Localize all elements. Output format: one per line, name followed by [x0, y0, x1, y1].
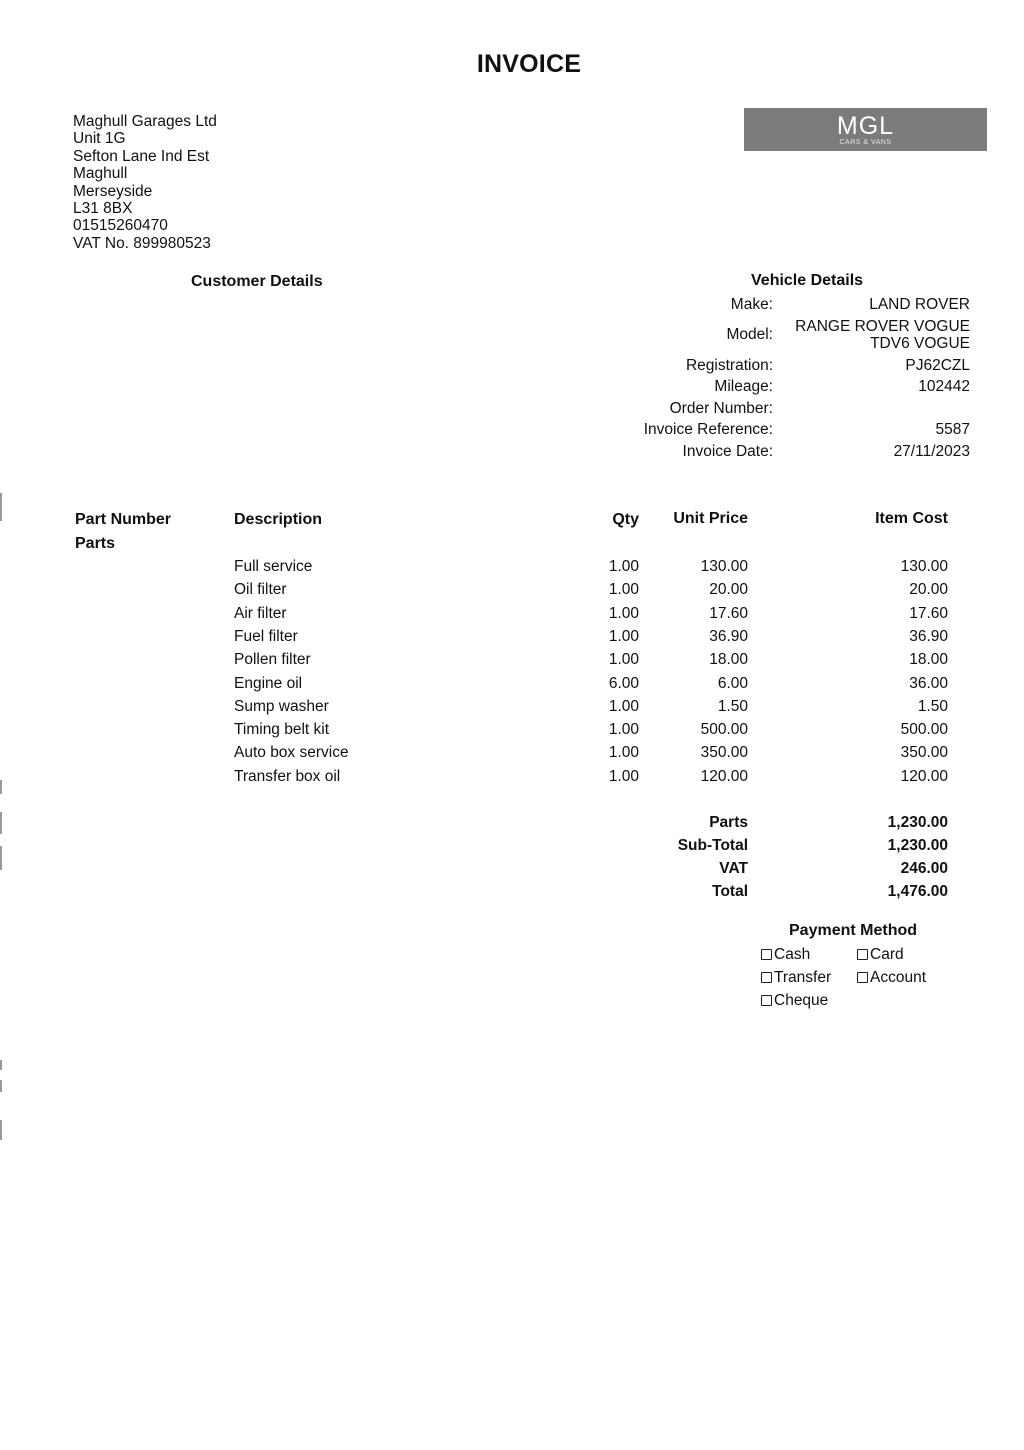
company-street: Sefton Lane Ind Est — [73, 147, 210, 165]
make-value: LAND ROVER — [869, 296, 970, 313]
company-vat-number: VAT No. 899980523 — [73, 234, 211, 252]
invoice-reference-value: 5587 — [935, 421, 970, 438]
subtotal-value: 1,230.00 — [887, 837, 948, 854]
company-county: Merseyside — [73, 182, 153, 200]
order-number-label: Order Number: — [669, 400, 773, 417]
parts-total-value: 1,230.00 — [887, 814, 948, 831]
parts-total-label: Parts — [709, 814, 748, 831]
logo-text: MGL — [836, 112, 895, 140]
payment-option-cheque[interactable] — [761, 992, 828, 1010]
company-logo — [744, 108, 987, 151]
payment-option-label: Account — [870, 969, 927, 986]
payment-option-label: Card — [870, 946, 904, 963]
row-qty: 6.00 — [608, 674, 639, 692]
registration-label: Registration: — [685, 357, 773, 374]
row-qty: 1.00 — [608, 627, 639, 645]
row-description: Fuel filter — [234, 627, 298, 645]
checkbox-icon[interactable] — [857, 949, 868, 960]
invoice-title: INVOICE — [476, 50, 582, 78]
company-name: Maghull Garages Ltd — [73, 113, 217, 130]
row-unit-price: 17.60 — [709, 604, 748, 622]
row-item-cost: 130.00 — [900, 558, 948, 575]
company-phone: 01515260470 — [73, 217, 168, 235]
model-line-2: TDV6 VOGUE — [870, 335, 970, 352]
row-qty: 1.00 — [608, 581, 639, 599]
row-description: Engine oil — [234, 674, 303, 692]
row-qty: 1.00 — [608, 767, 639, 785]
registration-value: PJ62CZL — [905, 357, 970, 374]
payment-method-heading: Payment Method — [789, 922, 918, 939]
row-qty: 1.00 — [608, 558, 639, 575]
row-unit-price: 500.00 — [700, 721, 748, 739]
invoice-date-value: 27/11/2023 — [893, 443, 970, 460]
row-description: Transfer box oil — [234, 767, 341, 785]
row-qty: 1.00 — [608, 651, 639, 669]
row-unit-price: 6.00 — [717, 674, 748, 692]
row-description: Air filter — [234, 604, 287, 622]
mileage-value: 102442 — [918, 378, 970, 395]
row-qty: 1.00 — [608, 697, 639, 715]
checkbox-icon[interactable] — [761, 972, 772, 983]
row-item-cost: 18.00 — [909, 651, 948, 669]
row-unit-price: 350.00 — [700, 744, 748, 762]
payment-option-label: Cheque — [774, 992, 829, 1009]
row-item-cost: 120.00 — [900, 767, 948, 785]
row-unit-price: 36.90 — [709, 627, 748, 645]
payment-option-card[interactable] — [857, 946, 904, 964]
company-address — [73, 113, 217, 252]
model-line-1: RANGE ROVER VOGUE — [795, 318, 970, 335]
unit-price-header: Unit Price — [673, 510, 748, 527]
row-unit-price: 20.00 — [709, 581, 748, 599]
payment-option-account[interactable] — [857, 969, 926, 987]
payment-option-transfer[interactable] — [761, 969, 831, 987]
customer-details-heading: Customer Details — [191, 273, 323, 290]
row-item-cost: 36.00 — [909, 674, 948, 692]
row-qty: 1.00 — [608, 604, 639, 622]
logo-tagline: CARS & VANS — [839, 139, 892, 146]
payment-option-label: Cash — [774, 946, 811, 963]
invoice-reference-label: Invoice Reference: — [643, 421, 773, 438]
vat-label: VAT — [719, 860, 748, 877]
vat-value: 246.00 — [900, 860, 948, 877]
company-unit: Unit 1G — [73, 130, 126, 148]
row-description: Full service — [234, 558, 313, 575]
model-label: Model: — [726, 326, 773, 343]
invoice-date-label: Invoice Date: — [682, 443, 773, 460]
model-value — [795, 318, 970, 352]
payment-option-cash[interactable] — [761, 946, 810, 964]
payment-option-label: Transfer — [774, 969, 832, 986]
qty-header: Qty — [612, 511, 639, 528]
row-description: Timing belt kit — [234, 721, 330, 739]
row-qty: 1.00 — [608, 744, 639, 762]
row-item-cost: 1.50 — [917, 697, 948, 715]
row-description: Oil filter — [234, 581, 287, 599]
grand-total-label: Total — [712, 883, 748, 900]
row-description: Auto box service — [234, 744, 349, 762]
grand-total-value: 1,476.00 — [887, 883, 948, 900]
row-unit-price: 1.50 — [717, 697, 748, 715]
row-item-cost: 36.90 — [909, 627, 948, 645]
checkbox-icon[interactable] — [857, 972, 868, 983]
item-cost-header: Item Cost — [875, 510, 948, 527]
row-item-cost: 500.00 — [900, 721, 948, 739]
parts-section-label: Parts — [75, 535, 116, 552]
row-unit-price: 130.00 — [700, 558, 748, 575]
company-postcode: L31 8BX — [73, 200, 133, 218]
vehicle-details-heading: Vehicle Details — [751, 272, 864, 289]
make-label: Make: — [730, 296, 773, 313]
mileage-label: Mileage: — [714, 378, 773, 395]
row-unit-price: 120.00 — [700, 767, 748, 785]
description-header: Description — [234, 511, 323, 528]
row-item-cost: 17.60 — [909, 604, 948, 622]
row-description: Sump washer — [234, 697, 329, 715]
checkbox-icon[interactable] — [761, 949, 772, 960]
row-item-cost: 350.00 — [900, 744, 948, 762]
row-qty: 1.00 — [608, 721, 639, 739]
checkbox-icon[interactable] — [761, 995, 772, 1006]
company-town: Maghull — [73, 165, 128, 183]
row-item-cost: 20.00 — [909, 581, 948, 599]
row-description: Pollen filter — [234, 651, 311, 669]
subtotal-label: Sub-Total — [677, 837, 748, 854]
row-unit-price: 18.00 — [709, 651, 748, 669]
part-number-header: Part Number — [75, 511, 172, 528]
